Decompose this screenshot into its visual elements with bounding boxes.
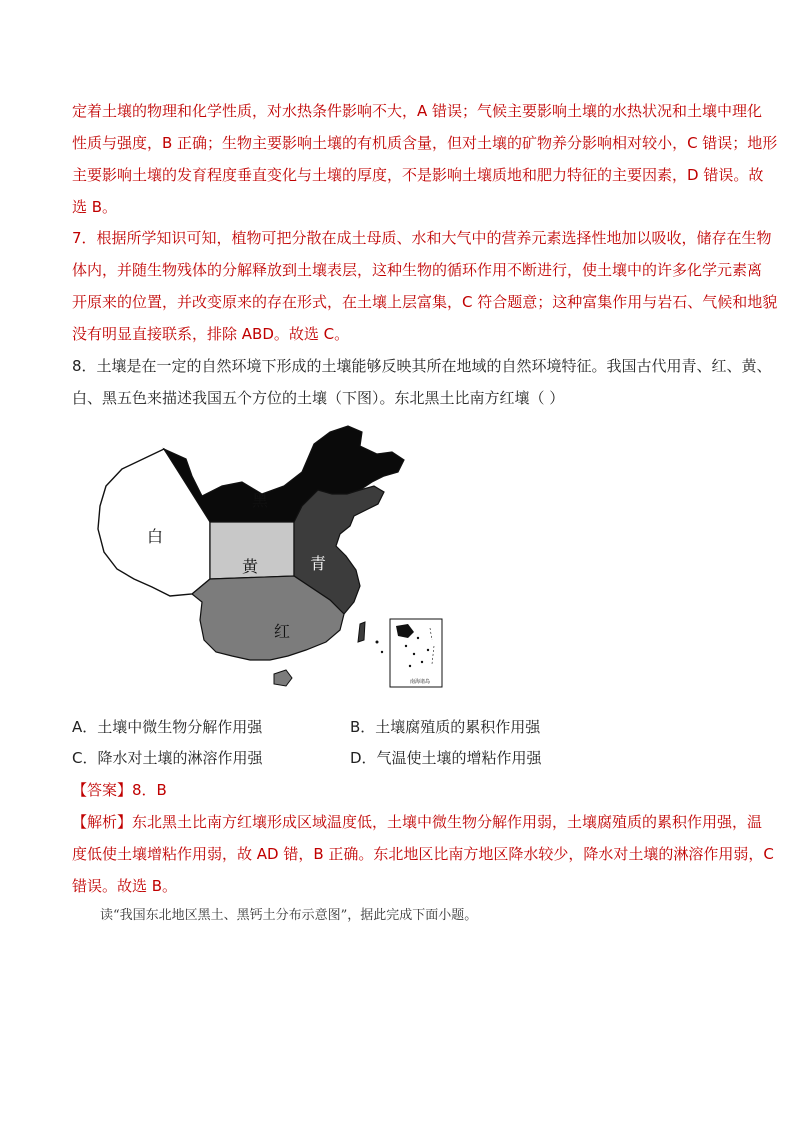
answer-line [72,778,167,802]
question-8-stem [72,350,772,414]
analysis-line: 错误。故选 B。 [72,877,178,895]
label-red: 红 [274,622,291,641]
analysis-line [72,806,763,838]
text-line: 体内，并随生物残体的分解释放到土壤表层，这种生物的循环作用不断进行，使土壤中的许多化学元素离 [72,261,763,279]
inset-caption: 南海诸岛 [410,679,431,685]
text-line: 主要影响土壤的发育程度垂直变化与土壤的厚度，不是影响土壤质地和肥力特征的主要因素，D 错误。故 [72,166,764,184]
text-line: 白、黑五色来描述我国五个方位的土壤（下图）。东北黑土比南方红壤（ ） [72,389,565,407]
label-yellow: 黄 [242,557,259,576]
taiwan-island [358,622,365,642]
map-svg [92,424,448,692]
label-black: 黑 [252,491,269,510]
label-green: 青 [310,554,327,573]
text-line: 没有明显直接联系，排除 ABD。故选 C。 [72,325,350,343]
soil-color-map [92,424,448,692]
hainan-island [274,670,292,686]
option-a[interactable]: A．土壤中微生物分解作用强 [72,718,263,736]
answer-tag: 【答案】 [72,781,133,799]
label-white: 白 [147,527,164,546]
answer-text: 8．B [132,781,167,799]
analysis-text: 东北黑土比南方红壤形成区域温度低，土壤中微生物分解作用弱，土壤腐殖质的累积作用强，温 [132,813,763,831]
analysis [72,806,774,902]
option-c[interactable]: C．降水对土壤的淋溶作用强 [72,749,263,767]
text-line: 8．土壤是在一定的自然环境下形成的土壤能够反映其所在地域的自然环境特征。我国古代用青、红、黄、 [72,357,772,375]
explanation-q6 [72,95,778,223]
analysis-line: 度低使土壤增粘作用弱，故 AD 错，B 正确。东北地区比南方地区降水较少，降水对土壤的淋溶作用弱，C [72,845,774,863]
next-question-prompt: 读“我国东北地区黑土、黑钙土分布示意图”，据此完成下面小题。 [100,908,478,923]
text-line: 性质与强度，B 正确；生物主要影响土壤的有机质含量，但对土壤的矿物养分影响相对较小，C 错误；地形 [72,134,778,152]
text-line: 选 B。 [72,198,118,216]
explanation-q7 [72,222,778,350]
option-b[interactable]: B．土壤腐殖质的累积作用强 [350,718,541,736]
south-china-sea-inset [390,619,442,687]
text-line: 开原来的位置，并改变原来的存在形式，在土壤上层富集，C 符合题意；这种富集作用与岩石、气候和地貌 [72,293,778,311]
text-line: 7．根据所学知识可知，植物可把分散在成土母质、水和大气中的营养元素选择性地加以吸收，储存在生物 [72,229,772,247]
text-line: 定着土壤的物理和化学性质，对水热条件影响不大，A 错误；气候主要影响土壤的水热状况和土壤中理化 [72,102,763,120]
analysis-tag: 【解析】 [72,813,133,831]
region-white [98,449,210,596]
option-d[interactable]: D．气温使土壤的增粘作用强 [350,749,542,767]
